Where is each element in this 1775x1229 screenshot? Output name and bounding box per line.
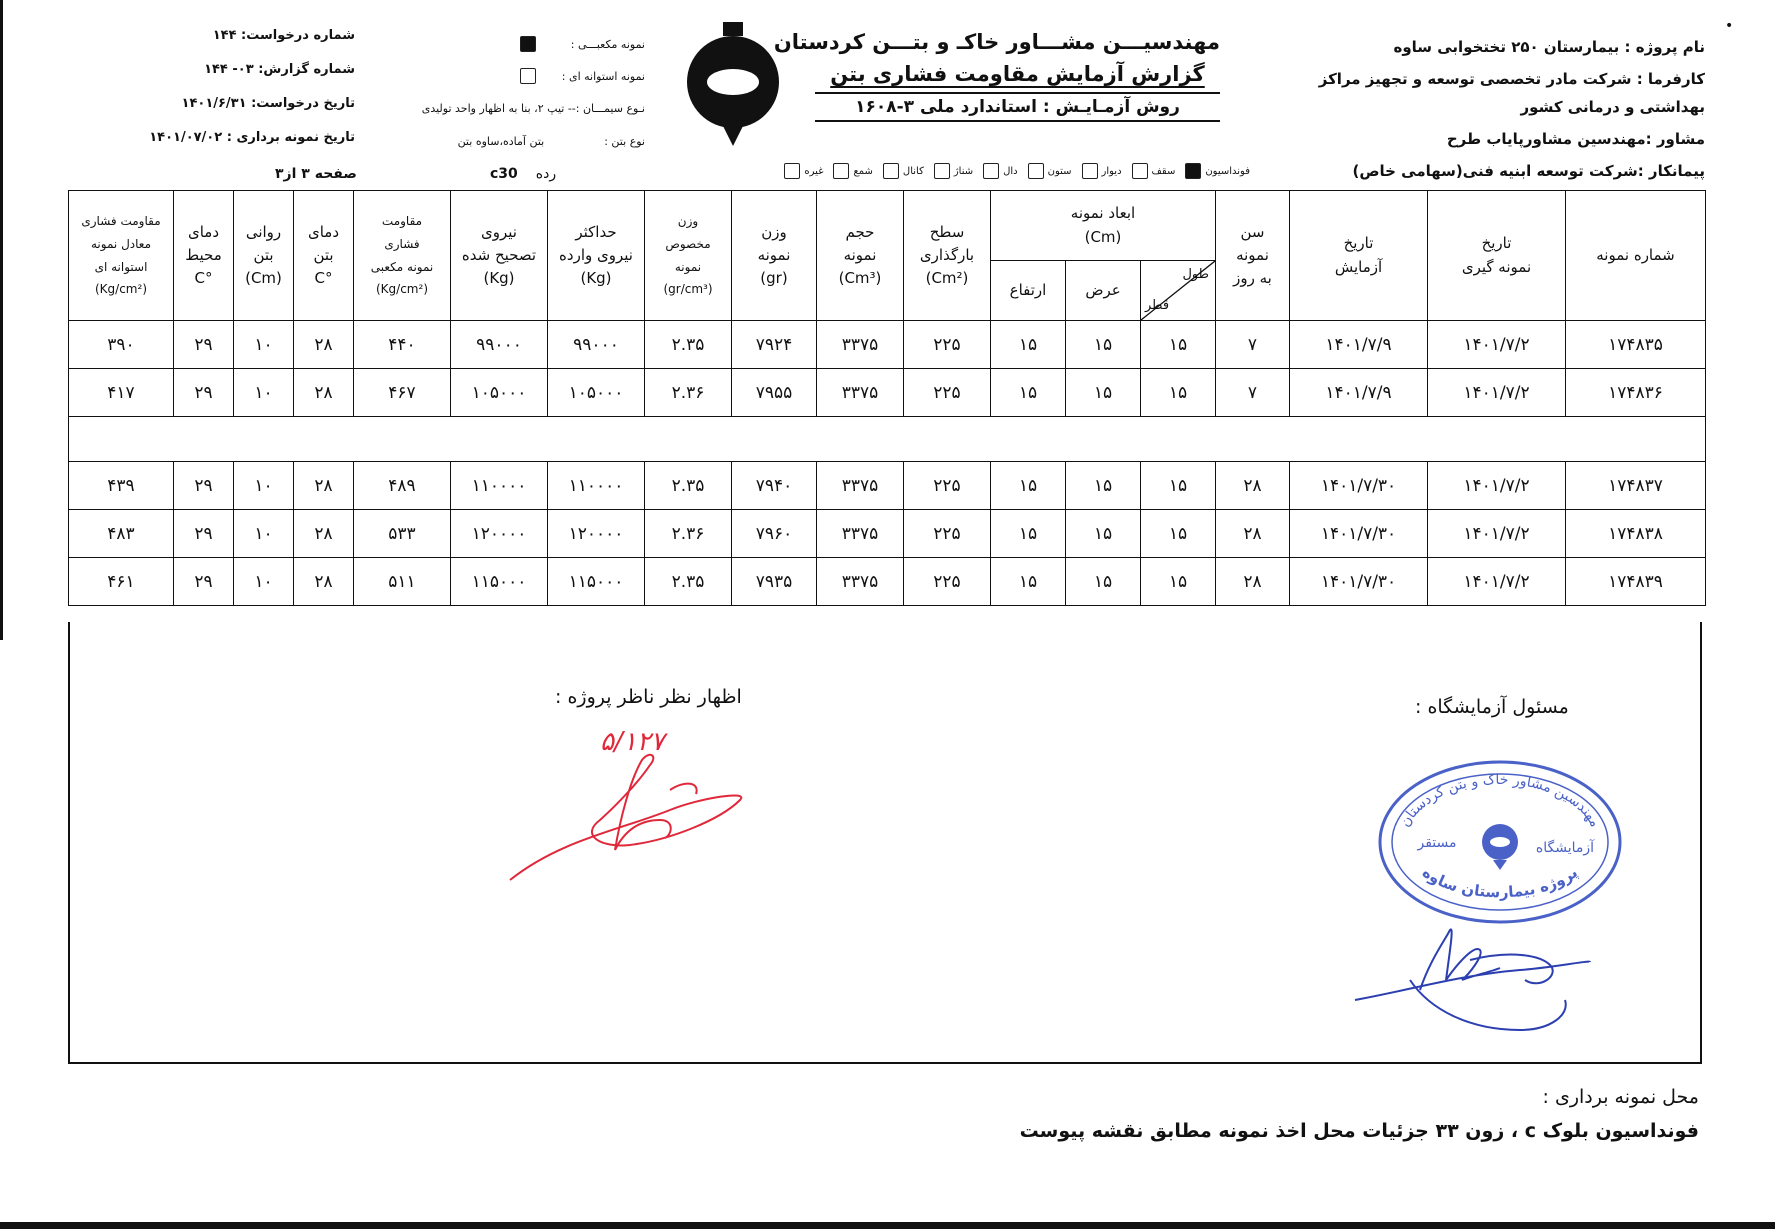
table-cell: ۲.۳۶ <box>645 369 732 417</box>
lab-stamp <box>1375 757 1625 927</box>
table-cell: ۷۹۵۵ <box>732 369 817 417</box>
table-cell: ۲۲۵ <box>904 369 991 417</box>
element-option[interactable] <box>1028 163 1072 179</box>
table-cell: ۱۵ <box>1066 462 1141 510</box>
table-cell: ۱۴۰۱/۷/۲ <box>1428 321 1566 369</box>
employer-line1: کارفرما : شرکت مادر تخصصی توسعه و تجهیز مراکز <box>1318 70 1705 88</box>
table-cell: ۲۲۵ <box>904 462 991 510</box>
table-cell: ۱۱۵۰۰۰ <box>548 558 645 606</box>
table-row <box>69 510 1706 558</box>
table-cell: ۴۱۷ <box>69 369 174 417</box>
cube-sample-checkbox[interactable] <box>520 36 536 52</box>
table-cell: ۱۰ <box>234 369 294 417</box>
col-max-force: حداکثر نیروی وارده (Kg) <box>548 191 645 321</box>
table-cell: ۱۵ <box>1141 369 1216 417</box>
supervisor-note: ۵/۱۲۷ <box>600 727 665 757</box>
element-option[interactable] <box>934 163 973 179</box>
request-info <box>150 28 355 160</box>
sampling-location-label: محل نمونه برداری : <box>1542 1086 1699 1108</box>
table-cell: ۱۱۰۰۰۰ <box>548 462 645 510</box>
table-cell: ۵۳۳ <box>354 510 451 558</box>
table-cell: ۲۸ <box>294 369 354 417</box>
table-cell: ۱۰۵۰۰۰ <box>548 369 645 417</box>
table-row <box>69 462 1706 510</box>
table-cell: ۱۵ <box>991 510 1066 558</box>
report-title: گزارش آزمایش مقاومت فشاری بتن <box>830 62 1205 86</box>
table-cell: ۱۱۵۰۰۰ <box>451 558 548 606</box>
col-cylinder-strength: مقاومت فشاری معادل نمونه استوانه ای (Kg/cm²) <box>69 191 174 321</box>
table-cell: ۱۷۴۸۳۸ <box>1566 510 1706 558</box>
element-type-options <box>720 163 1250 179</box>
element-option-checkbox[interactable] <box>1132 163 1148 179</box>
element-option-label: دیوار <box>1101 165 1122 177</box>
table-cell: ۱۵ <box>1066 558 1141 606</box>
table-cell: ۳۳۷۵ <box>817 369 904 417</box>
table-cell: ۲۲۵ <box>904 321 991 369</box>
table-cell: ۳۳۷۵ <box>817 510 904 558</box>
table-cell: ۲۹ <box>174 321 234 369</box>
lab-manager-signature-icon <box>1350 920 1600 1040</box>
table-cell: ۲۹ <box>174 369 234 417</box>
table-cell: ۱۵ <box>1066 369 1141 417</box>
cylinder-sample-label: نمونه استوانه ای : <box>561 69 645 83</box>
table-row <box>69 321 1706 369</box>
element-option[interactable] <box>784 163 823 179</box>
table-cell: ۱۰ <box>234 321 294 369</box>
table-cell: ۲۸ <box>294 462 354 510</box>
table-cell: ۱۵ <box>1066 510 1141 558</box>
stamp-bottom-text: پروژه بیمارستان ساوه <box>1419 863 1582 902</box>
sampling-location-value: فونداسیون بلوک c ، زون ۳۳ جزئیات محل اخذ نمونه مطابق نقشه پیوست <box>1019 1120 1699 1142</box>
table-cell: ۲۲۵ <box>904 558 991 606</box>
table-cell: ۱۰۵۰۰۰ <box>451 369 548 417</box>
table-cell: ۲۹ <box>174 462 234 510</box>
table-cell: ۳۳۷۵ <box>817 558 904 606</box>
element-option-checkbox[interactable] <box>1082 163 1098 179</box>
grade-value: c30 <box>490 166 518 182</box>
table-cell: ۲.۳۵ <box>645 462 732 510</box>
results-table-wrap <box>68 190 1706 606</box>
col-dimensions: ابعاد نمونه (Cm) <box>991 191 1216 261</box>
concrete-type-label: نوع بتن : <box>604 134 645 148</box>
lab-manager-signature <box>1350 920 1600 1040</box>
element-option-label: دال <box>1003 165 1018 177</box>
element-option-label: سقف <box>1151 165 1176 177</box>
company-name: مهندسیـــن مشـــاور خاکـ و بتـــن کردستان <box>773 30 1220 54</box>
table-cell: ۱۲۰۰۰۰ <box>548 510 645 558</box>
col-concrete-temp: دمای بتن °C <box>294 191 354 321</box>
scan-edge-left <box>0 0 3 640</box>
element-option-checkbox[interactable] <box>983 163 999 179</box>
table-cell: ۱۱۰۰۰۰ <box>451 462 548 510</box>
table-cell: ۴۸۹ <box>354 462 451 510</box>
request-date: تاریخ درخواست: ۱۴۰۱/۶/۳۱ <box>181 96 355 111</box>
stamp-resident-text: مستقر <box>1417 835 1457 851</box>
table-cell: ۱۷۴۸۳۵ <box>1566 321 1706 369</box>
employer-line2: بهداشتی و درمانی کشور <box>1520 98 1705 116</box>
table-cell: ۳۹۰ <box>69 321 174 369</box>
supervisor-signature-icon <box>500 720 760 890</box>
element-option-label: کانال <box>902 165 924 177</box>
element-option[interactable] <box>1132 163 1176 179</box>
results-group-7day <box>69 321 1706 417</box>
element-option-checkbox[interactable] <box>784 163 800 179</box>
consultant: مشاور :مهندسین مشاورپایاب طرح <box>1446 130 1705 148</box>
page-indicator: صفحه ۳ از۳ <box>275 166 357 182</box>
table-cell: ۹۹۰۰۰ <box>548 321 645 369</box>
element-option-checkbox[interactable] <box>934 163 950 179</box>
element-option-checkbox[interactable] <box>883 163 899 179</box>
table-cell: ۲۲۵ <box>904 510 991 558</box>
table-cell: ۲.۳۵ <box>645 558 732 606</box>
logo-icon <box>683 22 783 147</box>
table-cell: ۷ <box>1216 369 1290 417</box>
contractor: پیمانکار :شرکت توسعه ابنیه فنی(سهامی خاص) <box>1352 162 1705 180</box>
element-option-checkbox[interactable] <box>1028 163 1044 179</box>
table-row <box>69 558 1706 606</box>
element-option[interactable] <box>1185 163 1250 179</box>
table-cell: ۴۸۳ <box>69 510 174 558</box>
table-cell: ۲۹ <box>174 510 234 558</box>
element-option-label: فونداسیون <box>1205 165 1250 177</box>
table-cell: ۱۵ <box>1066 321 1141 369</box>
col-volume: حجم نمونه (Cm³) <box>817 191 904 321</box>
col-width: عرض <box>1066 261 1141 321</box>
lab-manager-label: مسئول آزمایشگاه : <box>1415 696 1569 718</box>
table-cell: ۱۴۰۱/۷/۹ <box>1290 369 1428 417</box>
table-cell: ۱۵ <box>991 558 1066 606</box>
table-cell: ۹۹۰۰۰ <box>451 321 548 369</box>
sample-type-block <box>380 28 645 156</box>
concrete-type-value: بتن آماده،ساوه بتن <box>457 134 545 148</box>
table-cell: ۱۷۴۸۳۷ <box>1566 462 1706 510</box>
project-name: نام پروژه : بیمارستان ۲۵۰ تختخوابی ساوه <box>1393 38 1705 56</box>
cement-type: نـوع سیمـــان :-- تیپ ۲، بنا به اظهار واحد تولیدی <box>421 102 645 115</box>
cylinder-sample-checkbox[interactable] <box>520 68 536 84</box>
table-cell: ۱۷۴۸۳۶ <box>1566 369 1706 417</box>
col-weight: وزن نمونه (gr) <box>732 191 817 321</box>
col-sampling-date: تاریخ نمونه گیری <box>1428 191 1566 321</box>
table-cell: ۲۸ <box>1216 558 1290 606</box>
table-cell: ۱۲۰۰۰۰ <box>451 510 548 558</box>
col-test-date: تاریخ آزمایش <box>1290 191 1428 321</box>
table-cell: ۱۰ <box>234 462 294 510</box>
col-load-area: سطح بارگذاری (Cm²) <box>904 191 991 321</box>
col-slump: روانی بتن (Cm) <box>234 191 294 321</box>
col-age: سن نمونه به روز <box>1216 191 1290 321</box>
company-logo <box>683 22 783 147</box>
stamp-outer-text: مهندسین مشاور خاک و بتن کردستان <box>1397 771 1603 830</box>
table-cell: ۷۹۶۰ <box>732 510 817 558</box>
table-cell: ۴۶۱ <box>69 558 174 606</box>
results-group-28day <box>69 462 1706 606</box>
col-length-diameter: طول قطر <box>1141 261 1216 321</box>
table-cell: ۲۸ <box>1216 462 1290 510</box>
col-height: ارتفاع <box>991 261 1066 321</box>
table-cell: ۱۵ <box>1141 510 1216 558</box>
table-cell: ۵۱۱ <box>354 558 451 606</box>
table-cell: ۱۴۰۱/۷/۳۰ <box>1290 558 1428 606</box>
element-option-label: شناژ <box>953 165 974 177</box>
element-option-label: شمع <box>853 165 873 177</box>
svg-text:مهندسین مشاور خاک و بتن کردستا <box>1397 772 1603 830</box>
element-option[interactable] <box>983 163 1018 179</box>
table-cell: ۴۳۹ <box>69 462 174 510</box>
table-cell: ۱۵ <box>1141 558 1216 606</box>
table-cell: ۱۵ <box>1141 462 1216 510</box>
table-cell: ۱۴۰۱/۷/۳۰ <box>1290 462 1428 510</box>
table-cell: ۱۰ <box>234 510 294 558</box>
table-cell: ۲.۳۶ <box>645 510 732 558</box>
scan-dot: • <box>1725 18 1734 34</box>
table-cell: ۷ <box>1216 321 1290 369</box>
element-option[interactable] <box>833 163 872 179</box>
cube-sample-label: نمونه مکعبـــی : <box>570 37 645 51</box>
col-sample-no: شماره نمونه <box>1566 191 1706 321</box>
element-option[interactable] <box>1082 163 1122 179</box>
table-row <box>69 369 1706 417</box>
request-no: شماره درخواست: ۱۴۴ <box>212 28 355 43</box>
table-cell: ۲۸ <box>294 510 354 558</box>
table-cell: ۲۸ <box>1216 510 1290 558</box>
table-cell: ۷۹۲۴ <box>732 321 817 369</box>
table-cell: ۱۴۰۱/۷/۲ <box>1428 558 1566 606</box>
table-cell: ۱۰ <box>234 558 294 606</box>
table-cell: ۱۵ <box>991 321 1066 369</box>
table-cell: ۷۹۳۵ <box>732 558 817 606</box>
table-cell: ۱۵ <box>991 369 1066 417</box>
table-cell: ۳۳۷۵ <box>817 321 904 369</box>
table-cell: ۱۷۴۸۳۹ <box>1566 558 1706 606</box>
element-option-checkbox[interactable] <box>833 163 849 179</box>
grade-label: رده <box>535 166 557 182</box>
results-table <box>68 190 1706 606</box>
table-cell: ۲.۳۵ <box>645 321 732 369</box>
stamp-lab-text: آزمایشگاه <box>1535 840 1595 856</box>
supervisor-signature <box>500 720 760 890</box>
table-cell: ۱۴۰۱/۷/۲ <box>1428 462 1566 510</box>
col-ambient-temp: دمای محیط °C <box>174 191 234 321</box>
col-corrected-force: نیروی تصحیح شده (Kg) <box>451 191 548 321</box>
supervisor-label: اظهار نظر ناظر پروژه : <box>555 686 742 708</box>
table-cell: ۲۸ <box>294 321 354 369</box>
table-cell: ۲۸ <box>294 558 354 606</box>
report-titles <box>773 30 1220 122</box>
element-option-checkbox[interactable] <box>1185 163 1201 179</box>
table-cell: ۱۴۰۱/۷/۲ <box>1428 369 1566 417</box>
table-cell: ۲۹ <box>174 558 234 606</box>
lab-stamp-icon <box>1375 757 1625 927</box>
table-cell: ۱۴۰۱/۷/۲ <box>1428 510 1566 558</box>
grade <box>490 166 556 182</box>
table-spacer <box>69 417 1706 462</box>
col-density: وزن مخصوص نمونه (gr/cm³) <box>645 191 732 321</box>
scan-edge-bottom <box>0 1222 1775 1229</box>
test-method: روش آزمـایـش : استاندارد ملی ۳-۱۶۰۸ <box>815 92 1220 122</box>
table-cell: ۱۴۰۱/۷/۹ <box>1290 321 1428 369</box>
col-cube-strength: مقاومت فشاری نمونه مکعبی (Kg/cm²) <box>354 191 451 321</box>
table-cell: ۱۵ <box>991 462 1066 510</box>
element-option-label: غیره <box>804 165 824 177</box>
project-info <box>1285 38 1705 192</box>
report-no: شماره گزارش: ۰۳- ۱۴۴ <box>204 62 355 77</box>
table-cell: ۳۳۷۵ <box>817 462 904 510</box>
table-cell: ۱۴۰۱/۷/۳۰ <box>1290 510 1428 558</box>
sampling-date: تاریخ نمونه برداری : ۱۴۰۱/۰۷/۰۲ <box>149 130 355 145</box>
table-cell: ۷۹۴۰ <box>732 462 817 510</box>
table-cell: ۴۶۷ <box>354 369 451 417</box>
element-option[interactable] <box>883 163 924 179</box>
element-option-label: ستون <box>1047 165 1072 177</box>
table-cell: ۴۴۰ <box>354 321 451 369</box>
table-cell: ۱۵ <box>1141 321 1216 369</box>
